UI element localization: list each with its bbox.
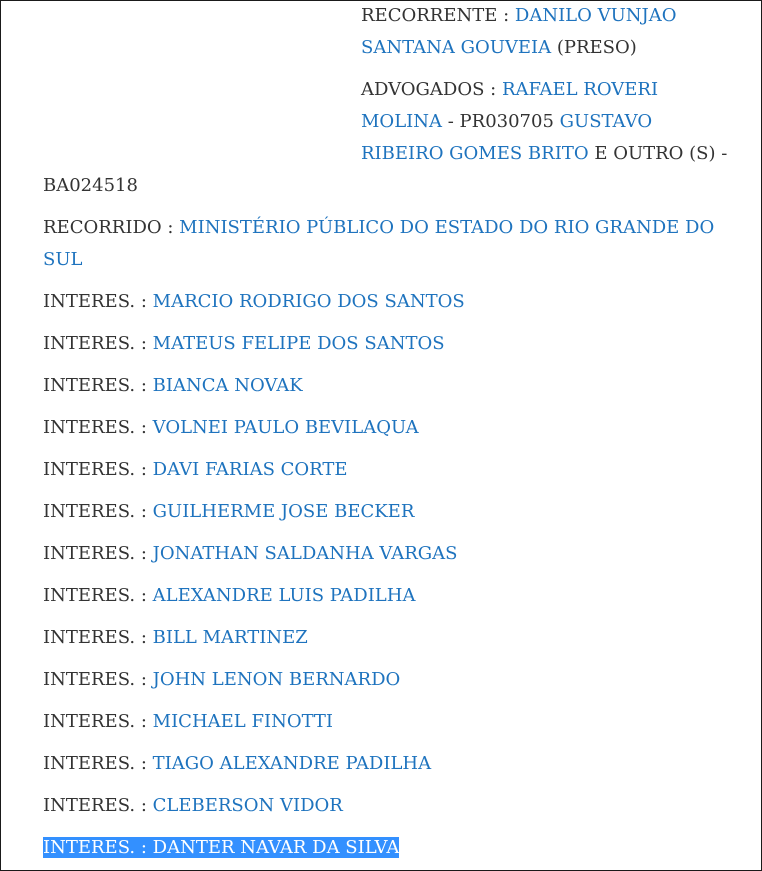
interessado-entry (43, 664, 733, 696)
recorrido-label: RECORRIDO : (43, 217, 174, 238)
interessado-label: INTERES. : (43, 669, 147, 690)
interessado-entry-selected (43, 832, 733, 864)
interessado-link[interactable]: BIANCA NOVAK (152, 375, 303, 396)
interessado-label: INTERES. : (43, 375, 147, 396)
interessado-label: INTERES. : (43, 501, 147, 522)
interessado-entry (43, 412, 733, 444)
interessado-entry (43, 580, 733, 612)
lawyer-1-link[interactable]: RAFAEL ROVERI MOLINA (361, 79, 659, 132)
interessado-label: INTERES. : (43, 459, 147, 480)
interessado-link[interactable]: MARCIO RODRIGO DOS SANTOS (152, 291, 465, 312)
recorrente-name-link[interactable]: DANILO VUNJAO SANTANA GOUVEIA (361, 5, 677, 58)
interessado-label: INTERES. : (43, 753, 147, 774)
interessado-link[interactable]: BILL MARTINEZ (152, 627, 308, 648)
interessado-label: INTERES. : (43, 291, 147, 312)
interessado-entry (43, 706, 733, 738)
interessado-link[interactable]: JOHN LENON BERNARDO (152, 669, 401, 690)
interessado-link[interactable]: MICHAEL FINOTTI (152, 711, 334, 732)
recorrido-name-link[interactable]: MINISTÉRIO PÚBLICO DO ESTADO DO RIO GRANDE DO SUL (43, 217, 715, 270)
recorrente-label: RECORRENTE : (361, 5, 510, 26)
interessado-label: INTERES. : (43, 627, 147, 648)
lawyer-2-link[interactable]: GUSTAVO RIBEIRO GOMES BRITO (361, 111, 653, 164)
selected-text-highlight[interactable] (43, 837, 399, 858)
interessado-link[interactable]: DANTER NAVAR DA SILVA (152, 837, 400, 858)
recorrido-entry (43, 212, 733, 276)
interessado-label: INTERES. : (43, 417, 147, 438)
interessado-link[interactable]: DAVI FARIAS CORTE (152, 459, 348, 480)
interessado-link[interactable]: CLEBERSON VIDOR (152, 795, 343, 816)
interessado-link[interactable]: JONATHAN SALDANHA VARGAS (152, 543, 458, 564)
interessado-label: INTERES. : (43, 333, 147, 354)
recorrente-suffix: (PRESO) (556, 37, 637, 58)
interessado-entry (43, 622, 733, 654)
interessado-entry (43, 328, 733, 360)
interessado-link[interactable]: ALEXANDRE LUIS PADILHA (152, 585, 416, 606)
advogados-label: ADVOGADOS : (361, 79, 497, 100)
lawyer-1-oab: - PR030705 (447, 111, 554, 132)
interessado-link[interactable]: VOLNEI PAULO BEVILAQUA (152, 417, 419, 438)
interessado-entry (43, 370, 733, 402)
float-spacer (43, 0, 361, 168)
interessado-label: INTERES. : (43, 795, 147, 816)
interessado-label: INTERES. : (43, 711, 147, 732)
interessado-link[interactable]: MATEUS FELIPE DOS SANTOS (152, 333, 445, 354)
interessado-entry (43, 286, 733, 318)
interessado-label: INTERES. : (43, 543, 147, 564)
interessado-entry (43, 538, 733, 570)
interessado-link[interactable]: GUILHERME JOSE BECKER (152, 501, 415, 522)
interessado-entry (43, 496, 733, 528)
interessado-link[interactable]: TIAGO ALEXANDRE PADILHA (152, 753, 432, 774)
interessado-label: INTERES. : (43, 585, 147, 606)
interessado-entry (43, 790, 733, 822)
party-list (43, 0, 733, 864)
interessado-entry (43, 454, 733, 486)
interessado-entry (43, 748, 733, 780)
advogados-suffix: E OUTRO (S) - BA024518 (43, 143, 728, 196)
interessado-label: INTERES. : (43, 837, 147, 858)
